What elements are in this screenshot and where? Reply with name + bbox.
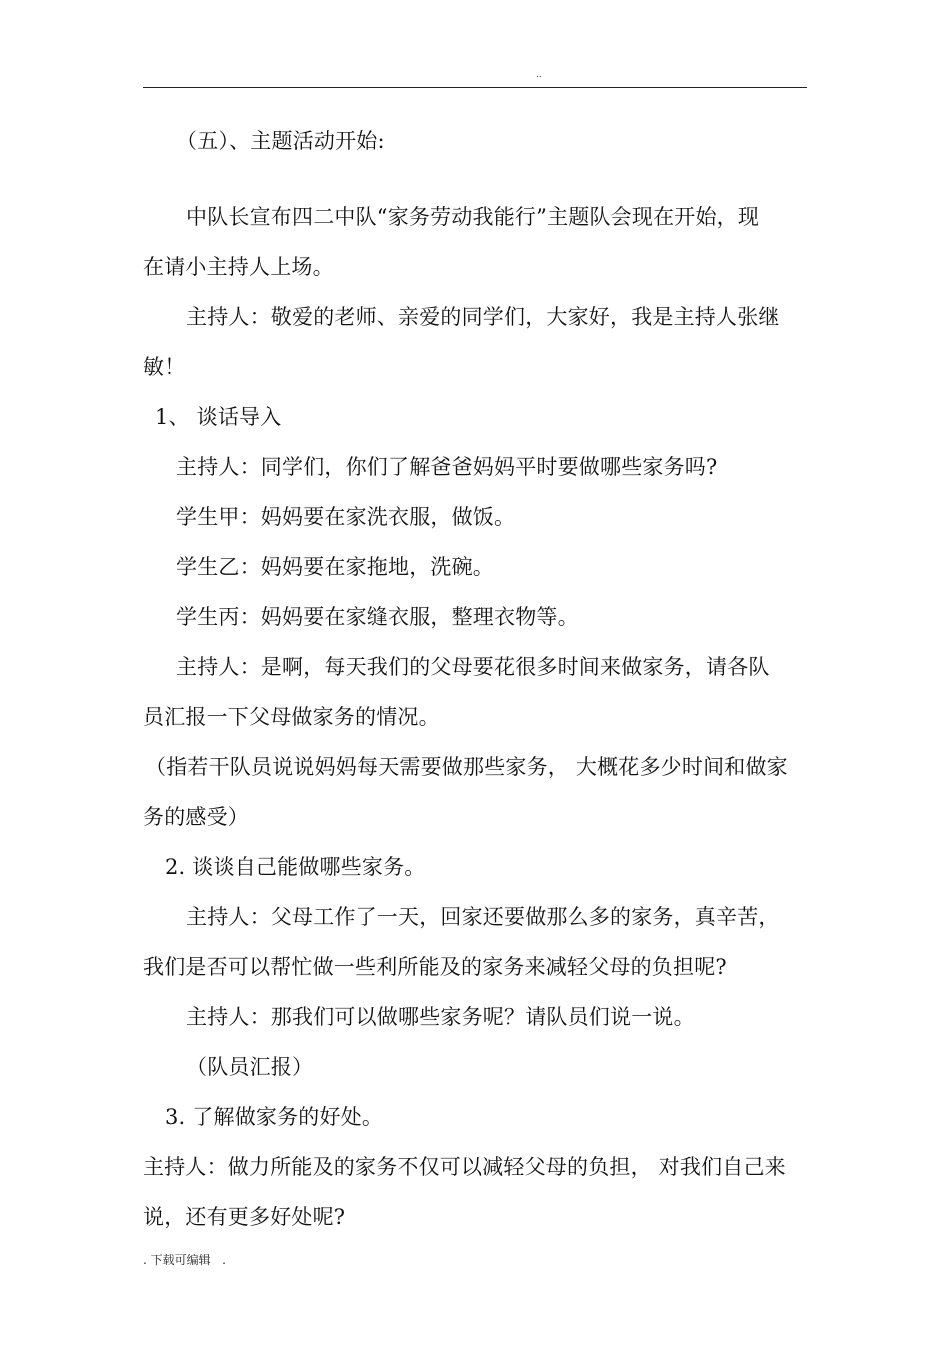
paragraph-line: 敏！ (143, 355, 186, 379)
subsection-heading: 1、 谈话导入 (155, 405, 282, 429)
note-line: （指若干队员说说妈妈每天需要做那些家务， 大概花多少时间和做家 (145, 755, 788, 779)
dialogue-line: 学生甲：妈妈要在家洗衣服，做饭。 (176, 505, 516, 529)
dialogue-line: 说，还有更多好处呢? (143, 1205, 346, 1229)
dialogue-line: 我们是否可以帮忙做一些利所能及的家务来减轻父母的负担呢? (143, 955, 727, 979)
note-line: （队员汇报） (186, 1055, 314, 1079)
dialogue-line: 学生丙：妈妈要在家缝衣服，整理衣物等。 (176, 605, 579, 629)
paragraph-line: 中队长宣布四二中队“家务劳动我能行”主题队会现在开始，现 (186, 205, 760, 229)
dialogue-line: 主持人：做力所能及的家务不仅可以减轻父母的负担， 对我们自己来 (143, 1155, 786, 1179)
paragraph-line: 主持人：敬爱的老师、亲爱的同学们，大家好，我是主持人张继 (186, 305, 780, 329)
dialogue-line: 学生乙：妈妈要在家拖地，洗碗。 (176, 555, 494, 579)
note-line: 务的感受） (143, 805, 249, 829)
dialogue-line: 员汇报一下父母做家务的情况。 (143, 705, 440, 729)
dialogue-line: 主持人：同学们，你们了解爸爸妈妈平时要做哪些家务吗? (176, 455, 718, 479)
header-divider (143, 87, 807, 88)
subsection-heading: 2. 谈谈自己能做哪些家务。 (165, 855, 426, 879)
header-mark: .. (536, 70, 542, 80)
section-heading: （五）、主题活动开始: (176, 129, 385, 153)
subsection-heading: 3. 了解做家务的好处。 (165, 1105, 384, 1129)
dialogue-line: 主持人：父母工作了一天，回家还要做那么多的家务，真辛苦， (186, 905, 780, 929)
dialogue-line: 主持人：那我们可以做哪些家务呢？请队员们说一说。 (186, 1005, 695, 1029)
paragraph-line: 在请小主持人上场。 (143, 255, 334, 279)
footer-text: . 下载可编辑 . (143, 1253, 226, 1267)
dialogue-line: 主持人：是啊，每天我们的父母要花很多时间来做家务，请各队 (176, 655, 770, 679)
